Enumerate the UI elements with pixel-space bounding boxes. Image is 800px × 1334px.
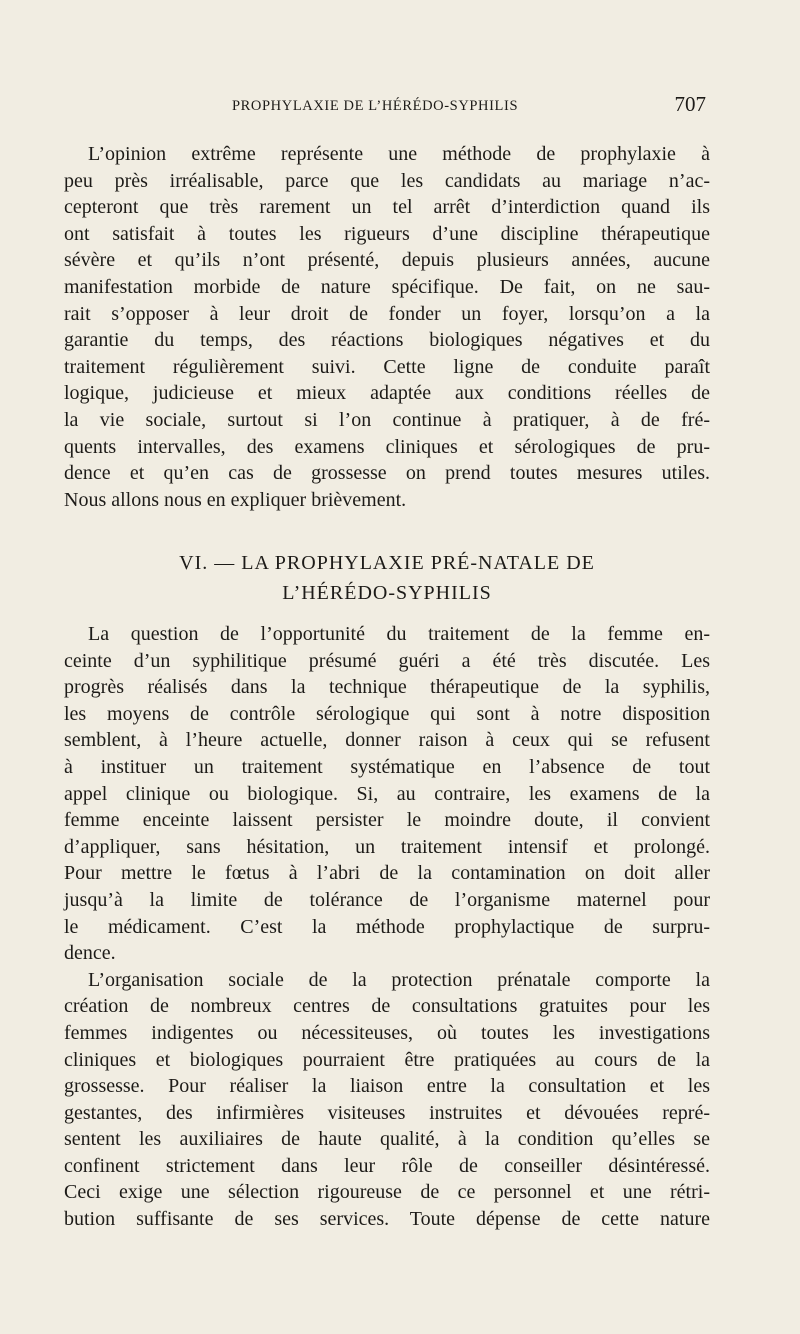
paragraph-organisation-sociale xyxy=(64,967,710,1233)
text-line: cepteront que très rarement un tel arrêt d’interdiction quand ils xyxy=(64,196,710,219)
text-line: jusqu’à la limite de tolérance de l’organisme maternel pour xyxy=(64,888,710,911)
text-line: à instituer un traitement systématique en l’absence de tout xyxy=(64,755,710,778)
text-line: logique, judicieuse et mieux adaptée aux conditions réelles de xyxy=(64,382,710,405)
text-line: la vie sociale, surtout si l’on continue à pratiquer, à de fré- xyxy=(64,408,710,431)
text-line: Nous allons nous en expliquer brièvement. xyxy=(64,488,407,511)
text-line: L’opinion extrême représente une méthode de prophylaxie à xyxy=(88,143,710,165)
text-line: Ceci exige une sélection rigoureuse de ce personnel et une rétri- xyxy=(64,1181,710,1204)
page-number: 707 xyxy=(674,92,706,116)
text-line: Pour mettre le fœtus à l’abri de la contamination on doit aller xyxy=(64,862,710,885)
paragraph-opinion-extreme xyxy=(64,141,710,513)
text-line: peu près irréalisable, parce que les candidats au mariage n’ac- xyxy=(64,169,710,192)
text-line: sentent les auxiliaires de haute qualité, à la condition qu’elles se xyxy=(64,1128,710,1151)
text-line: cliniques et biologiques pourraient être pratiquées au cours de la xyxy=(64,1048,710,1071)
text-line: traitement régulièrement suivi. Cette ligne de conduite paraît xyxy=(64,355,710,378)
paragraph-traitement-femme-enceinte xyxy=(64,621,710,967)
section-heading-line-2: L’HÉRÉDO-SYPHILIS xyxy=(282,582,492,604)
text-line: bution suffisante de ses services. Toute dépense de cette nature xyxy=(64,1208,710,1231)
text-line: dence. xyxy=(64,942,116,965)
text-line: ceinte d’un syphilitique présumé guéri a été très discutée. Les xyxy=(64,649,710,672)
text-line: L’organisation sociale de la protection prénatale comporte la xyxy=(88,968,710,991)
text-line: le médicament. C’est la méthode prophylactique de surpru- xyxy=(64,915,710,938)
text-line: La question de l’opportunité du traitement de la femme en- xyxy=(88,623,710,645)
text-line: appel clinique ou biologique. Si, au contraire, les examens de la xyxy=(64,782,710,805)
text-line: manifestation morbide de nature spécifique. De fait, on ne sau- xyxy=(64,275,710,298)
text-line: progrès réalisés dans la technique thérapeutique de la syphilis, xyxy=(64,676,710,699)
running-head xyxy=(0,92,800,120)
section-body xyxy=(64,621,710,1233)
text-line: confinent strictement dans leur rôle de conseiller désintéressé. xyxy=(64,1154,710,1177)
text-line: femmes indigentes ou nécessiteuses, où toutes les investigations xyxy=(64,1021,710,1044)
text-line: les moyens de contrôle sérologique qui sont à notre disposition xyxy=(64,702,710,725)
text-line: rait s’opposer à leur droit de fonder un foyer, lorsqu’on a la xyxy=(64,302,710,325)
section-heading-line-1: VI. — LA PROPHYLAXIE PRÉ-NATALE DE xyxy=(179,552,595,574)
text-line: dence et qu’en cas de grossesse on prend toutes mesures utiles. xyxy=(64,462,710,485)
text-line: quents intervalles, des examens cliniques et sérologiques de pru- xyxy=(64,435,710,458)
text-line: femme enceinte laissent persister le moindre doute, il convient xyxy=(64,809,710,832)
section-heading xyxy=(64,548,710,608)
text-line: d’appliquer, sans hésitation, un traitement intensif et prolongé. xyxy=(64,835,710,858)
text-line: création de nombreux centres de consultations gratuites pour les xyxy=(64,995,710,1018)
running-title: PROPHYLAXIE DE L’HÉRÉDO-SYPHILIS xyxy=(232,98,519,114)
text-line: gestantes, des infirmières visiteuses instruites et dévouées repré- xyxy=(64,1101,710,1124)
text-line: ont satisfait à toutes les rigueurs d’une discipline thérapeutique xyxy=(64,222,710,245)
text-line: grossesse. Pour réaliser la liaison entre la consultation et les xyxy=(64,1075,710,1098)
text-line: sévère et qu’ils n’ont présenté, depuis plusieurs années, aucune xyxy=(64,249,710,272)
text-line: semblent, à l’heure actuelle, donner raison à ceux qui se refusent xyxy=(64,729,710,752)
text-line: garantie du temps, des réactions biologiques négatives et du xyxy=(64,329,710,352)
